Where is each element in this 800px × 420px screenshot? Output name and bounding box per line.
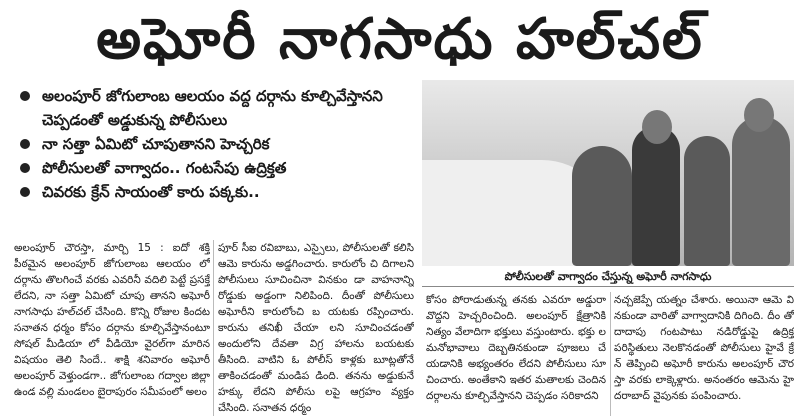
article-column-1 (14, 240, 210, 418)
photo-caption: పోలీసులతో వాగ్వాదం చేస్తున్న అఘోరీ నాగసాధు (504, 270, 712, 283)
bullet-list (10, 84, 420, 234)
figure-shape (572, 146, 632, 266)
bullet-item (10, 156, 420, 180)
column-divider (610, 292, 611, 416)
bullet-text: నా సత్తా ఏమిటో చూపుతానని హెచ్చరిక (42, 135, 270, 153)
column-text: నచ్చజెప్పే యత్నం చేశారు. అయినా ఆమె వి నకుండా వారితో వాగ్వాదానికి దిగింది. దీం తో దాదాపు గంటపాటు నడిరోడ్డుపై ఉద్రిక్త పరిస్థితులు నెలకొనడంతో పోలీసులు హైవే క్రే న్ తెప్పించి అఘోరీ కారును అలంపూర్ చౌర స్తా వరకు లాక్కెళ్లారు. అనంతరం ఆమెను హై దరాబాద్ వైపునకు పంపించారు. (614, 294, 794, 402)
column-text: పూర్ సీఐ రవిబాబు, ఎస్సైలు, పోలీసులతో కలిసి ఆమె కారును అడ్డగించారు. కారులోం చి దిగాలని పోలీసులు సూచించినా వినకుం డా వాహనాన్ని రోడ్డుకు అడ్డంగా నిలిపింది. దీంతో పోలీసులు అఘోరీని కారులోంచి బ యటకు రప్పించారు. కారును తనిఖీ చేయా లని సూచించడంతో అందులోని దేవతా విగ్ర హాలను బయటకు తీసింది. వాటిని ఓ పోలీస్ కాళ్లకు బూట్లతోనే తాకించడంతో మండిప డింది. తనను అడ్డుకునే హక్కు లేదని పోలీసు లపై ఆగ్రహం వ్యక్తం చేసింది. సనాతన ధర్మం (218, 242, 414, 414)
bullet-item (10, 132, 420, 156)
bullet-text: చివరకు క్రేన్ సాయంతో కారు పక్కకు.. (42, 183, 260, 201)
bullet-dot-icon (20, 163, 30, 173)
column-divider (213, 240, 214, 416)
column-text: కోసం పోరాడుతున్న తనకు ఎవరూ అడ్డురా వొద్దని హెచ్చరించింది. అలంపూర్ క్షేత్రానికి నిత్యం వేలాదిగా భక్తులు వస్తుంటారు. భక్తు ల మనోభావాలు దెబ్బతినకుండా పూజలు చే యడానికి అభ్యంతరం లేదని పోలీసులు సూ చించారు. అంతేకాని ఇతర మతాలకు చెందిన దర్గాలను కూల్చివేస్తానని చెప్పడం సరికాదని (426, 294, 606, 402)
bullet-dot-icon (20, 139, 30, 149)
bullet-text: పోలీసులతో వాగ్వాదం.. గంటసేపు ఉద్రిక్తత (42, 159, 287, 177)
bullet-text: అలంపూర్ జోగులాంబ ఆలయం వద్ద దర్గాను కూల్చివేస్తానని చెప్పడంతో అడ్డుకున్న పోలీసులు (42, 87, 383, 129)
figure-shape (632, 126, 680, 266)
article-column-3 (426, 292, 606, 418)
caption-rule (422, 286, 794, 287)
head-shape (642, 110, 672, 144)
article-column-2 (218, 240, 414, 418)
head-shape (744, 98, 774, 132)
bullet-dot-icon (20, 187, 30, 197)
column-text: అలంపూర్ చౌరస్తా, మార్చి 15 : ఐదో శక్తి పీఠమైన అలంపూర్ జోగులాంబ ఆలయం లో దర్గాను తొలగించే వరకు ఎవరినీ వదిలి పెట్టే ప్రసక్తే లేదని, నా సత్తా ఏమిటో చూపు తానని అఘోరీ నాగసాధు హల్‌చల్ చేసింది. కొన్ని రోజుల కిందట సనాతన ధర్మం కోసం దర్గాను కూల్చివేస్తానంటూ సోషల్ మీడియా లో వీడియో వైరల్‌గా మారిన విషయం తెలి సిందే.. శాక్షి శనివారం అఘోరీ అలంపూర్ వెళ్తుండగా.. జోగులాంబ గద్వాల జిల్లా ఉండ వల్లి మండలం బైరాపురం సమీపంలో అలం (14, 242, 210, 398)
bullet-dot-icon (20, 91, 30, 101)
headline: అఘోరీ నాగసాధు హల్‌చల్ (96, 7, 704, 72)
figure-shape (732, 116, 790, 266)
bullet-item (10, 84, 420, 132)
bullet-item (10, 180, 420, 204)
figure-shape (684, 136, 730, 266)
news-photo (422, 80, 794, 266)
article-column-4 (614, 292, 794, 418)
